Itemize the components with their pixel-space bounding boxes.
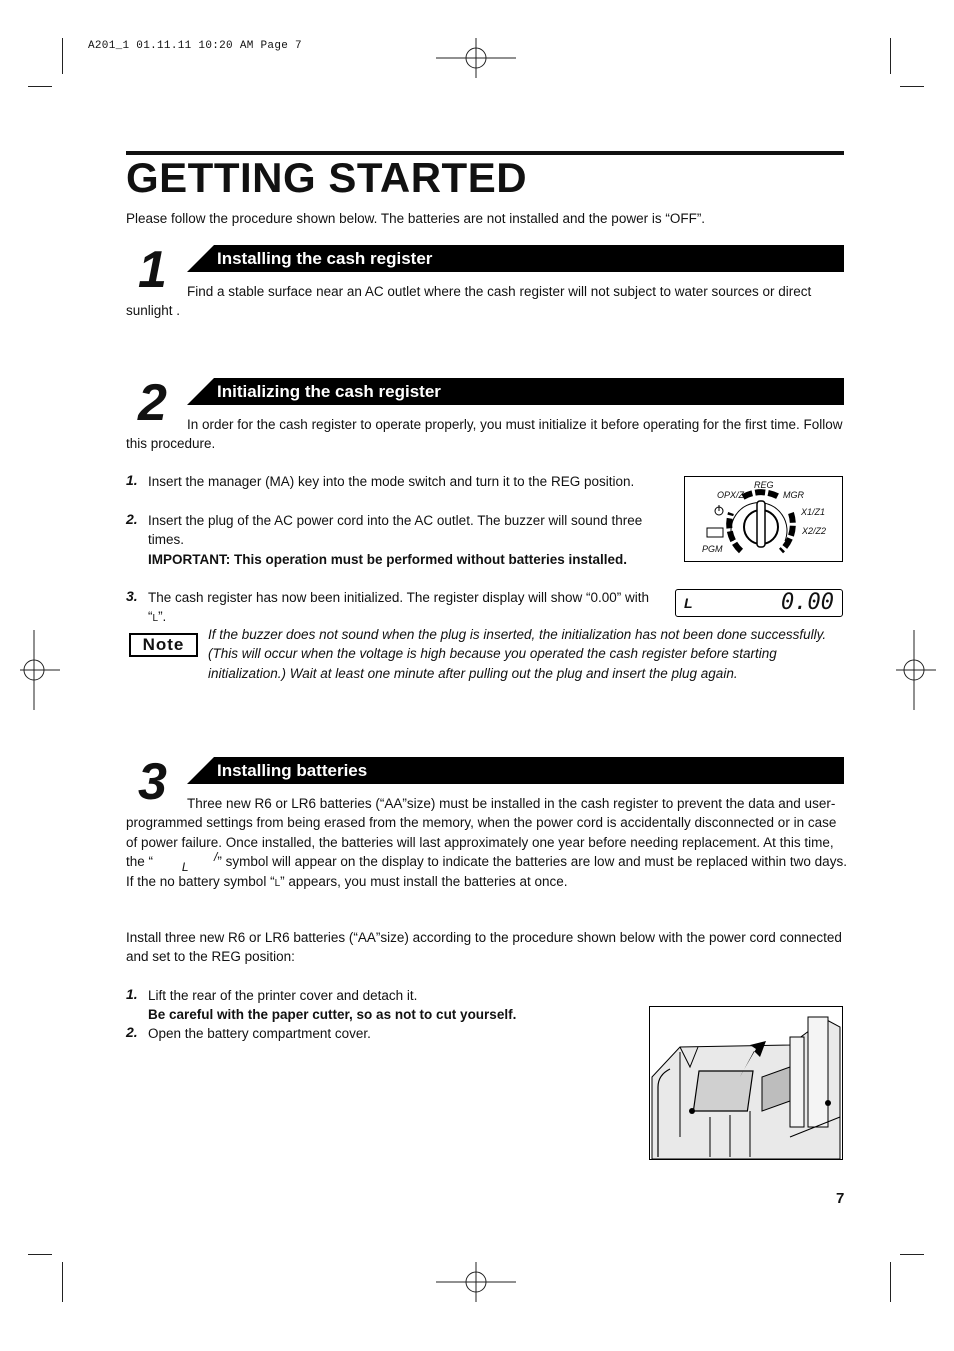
list-item-number: 2.: [126, 1024, 138, 1040]
section-heading-bar: [187, 378, 844, 405]
section-text: Find a stable surface near an AC outlet where the cash register will not subject to water sources or direct sunlight .: [126, 284, 812, 319]
print-header: A201_1 01.11.11 10:20 AM Page 7: [88, 40, 302, 52]
list-item: Insert the manager (MA) key into the mode switch and turn it to the REG position.: [148, 474, 635, 489]
note-label-box: [129, 633, 198, 657]
crop-mark: [900, 1254, 924, 1255]
crop-mark: [62, 38, 63, 74]
list-item-number: 1.: [126, 986, 138, 1002]
switch-label-opxz: OPX/Z: [717, 490, 745, 500]
step-number: 2: [138, 374, 167, 432]
switch-label-mgr: MGR: [783, 490, 804, 500]
display-value: 0.00: [781, 590, 834, 615]
important-text: IMPORTANT: This operation must be performed without batteries installed.: [148, 551, 628, 567]
printer-cover-image: [650, 1007, 842, 1159]
section-heading: Installing the cash register: [217, 249, 433, 268]
list-item: The cash register has now been initialized. The register display will show “0.00” with “L”.: [148, 590, 649, 625]
page-title: GETTING STARTED: [126, 154, 528, 201]
crop-mark: [890, 38, 891, 74]
switch-label-reg: REG: [754, 480, 774, 490]
section-heading: Initializing the cash register: [217, 382, 441, 401]
step-number: 3: [138, 753, 167, 811]
list-item: Insert the plug of the AC power cord into the AC outlet. The buzzer will sound three times. IMPORTANT: This operation must be performed without batteries installed.: [148, 511, 673, 569]
section-heading: Installing batteries: [217, 761, 368, 780]
crop-mark: [62, 1262, 63, 1302]
note-label: Note: [142, 635, 185, 654]
low-battery-symbol-icon: / L: [181, 850, 218, 875]
crop-mark: [900, 86, 924, 87]
switch-label-pgm: PGM: [702, 544, 723, 554]
list-item-number: 2.: [126, 511, 138, 527]
registration-mark-icon: [896, 630, 936, 710]
note-text: If the buzzer does not sound when the plug is inserted, the initialization has not been done successfully. (This will occur when the voltage is high because you operated the cash register before starting initialization.) Wait at least one minute after pulling out the plug and insert the plug again.: [208, 627, 827, 681]
intro-text: Please follow the procedure shown below. The batteries are not installed and the power is “OFF”.: [126, 211, 706, 226]
section-heading-bar: [187, 245, 844, 272]
crop-mark: [28, 86, 52, 87]
section-heading-bar: [187, 757, 844, 784]
registration-mark-icon: [436, 38, 516, 78]
list-item-number: 3.: [126, 588, 138, 604]
registration-mark-icon: [20, 630, 60, 710]
warning-text: Be careful with the paper cutter, so as not to cut yourself.: [148, 1007, 517, 1023]
crop-mark: [890, 1262, 891, 1302]
no-battery-symbol-icon: L: [152, 613, 159, 625]
no-battery-symbol-icon: L: [274, 878, 281, 890]
step-number: 1: [138, 241, 167, 299]
mode-switch-diagram: [684, 476, 843, 562]
registration-mark-icon: [436, 1262, 516, 1302]
section-text: In order for the cash register to operate properly, you must initialize it before operating for the first time. Follow this procedure.: [126, 417, 843, 452]
section-text: Three new R6 or LR6 batteries (“AA”size) must be installed in the cash register to prevent the data and user-programmed settings from being erased from the memory, when the power cord is accidentally disconnected or in case of power failure. Once installed, the batteries will last approximately one year before needing replacement. At this time, the “ / L ” symbol will appear on the display to indicate the batteries are low and must be replaced within two days. If the no battery symbol “L” appears, you must install the batteries at once.: [126, 796, 847, 890]
switch-label-x2z2: X2/Z2: [802, 526, 827, 536]
list-item-number: 1.: [126, 472, 138, 488]
list-item: Lift the rear of the printer cover and detach it. Be careful with the paper cutter, so as not to cut yourself.: [148, 986, 628, 1025]
page-number: 7: [836, 1190, 845, 1207]
display-symbol-icon: L: [684, 595, 693, 611]
section-text: Install three new R6 or LR6 batteries (“AA”size) according to the procedure shown below with the power cord connected and set to the REG position:: [126, 930, 842, 965]
switch-label-x1z1: X1/Z1: [801, 507, 826, 517]
crop-mark: [28, 1254, 52, 1255]
list-item: Open the battery compartment cover.: [148, 1026, 371, 1041]
printer-cover-illustration: [649, 1006, 843, 1160]
register-display: [675, 589, 843, 617]
